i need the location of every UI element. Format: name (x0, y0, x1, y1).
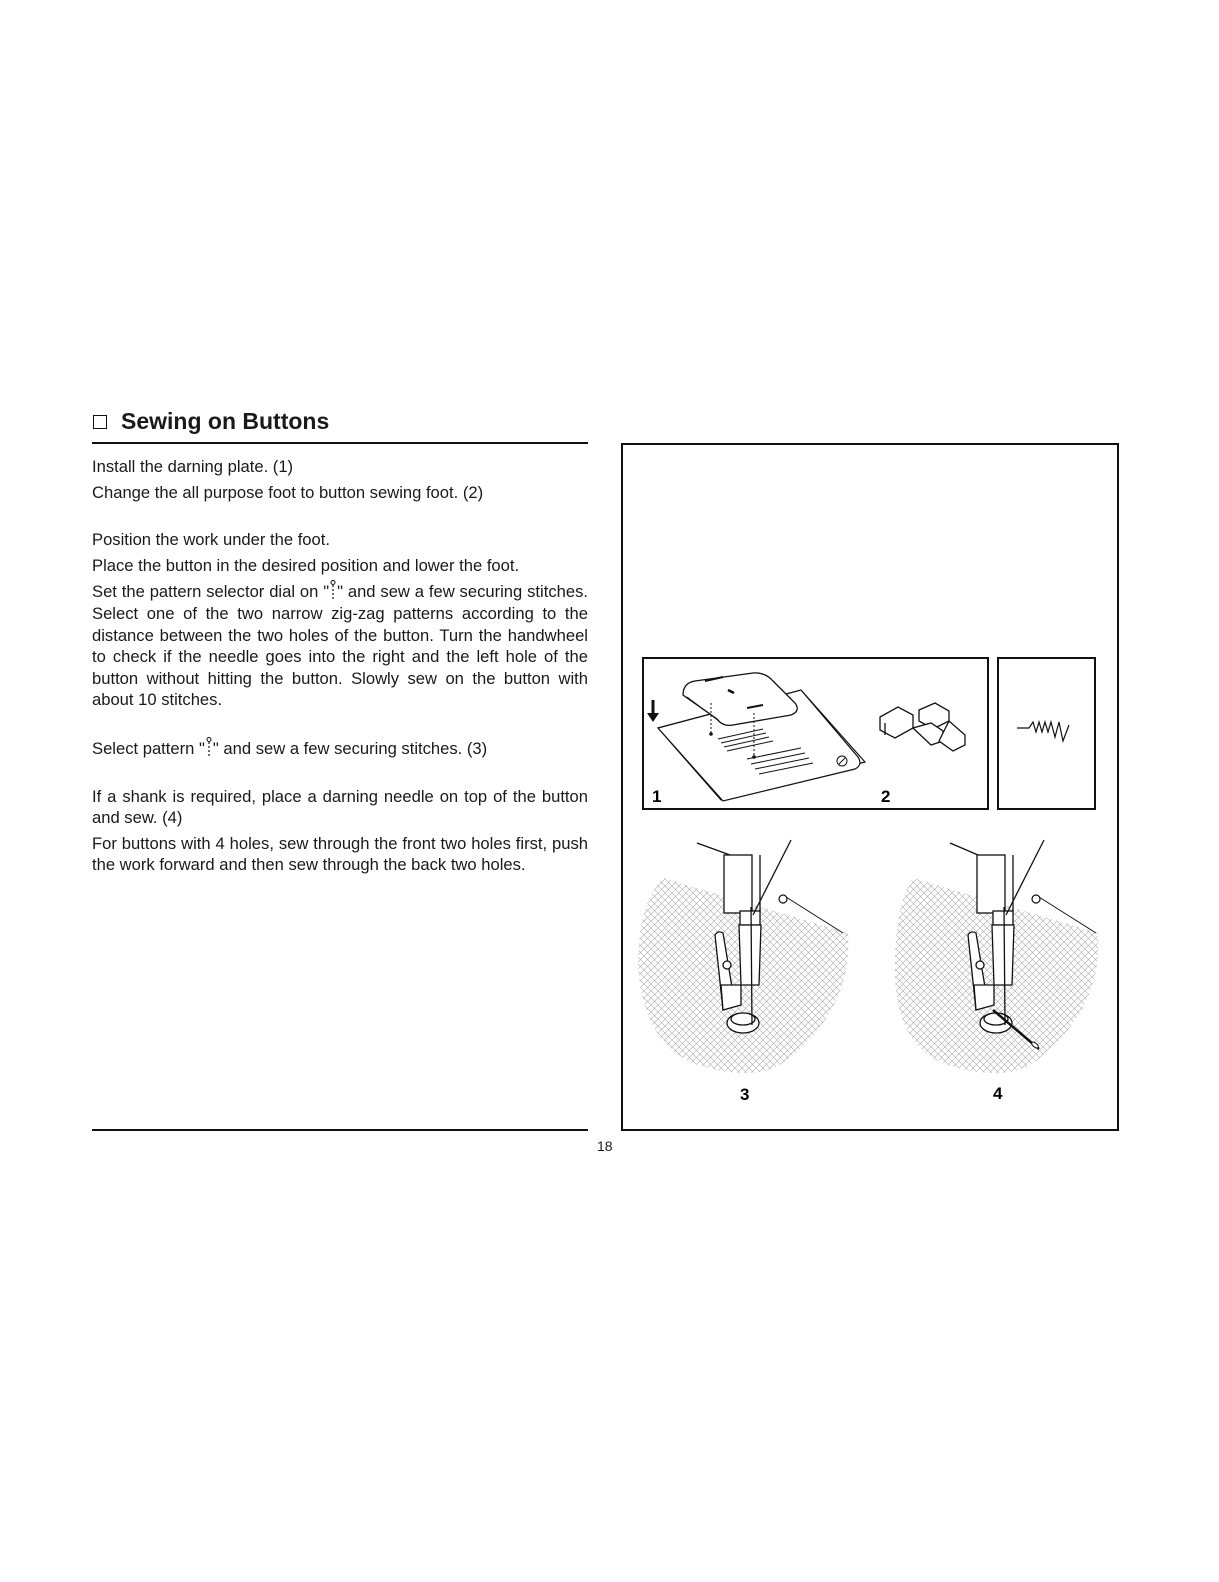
figure-label-1: 1 (652, 787, 662, 806)
straight-stitch-center-icon (205, 737, 213, 757)
top-rule (92, 442, 588, 444)
figure-label-4: 4 (993, 1084, 1003, 1103)
panel-zigzag-stitch (998, 658, 1095, 809)
paragraph-6-end: " and sew a few securing stitches. (3) (212, 738, 488, 758)
paragraph-3: Position the work under the foot. (92, 530, 330, 550)
illustration-frame (621, 443, 1119, 1131)
section-title: Sewing on Buttons (121, 408, 330, 434)
paragraph-5-end: " and sew a few securing stitches. Select one of the two narrow zig-zag patterns according to the distance between the two holes of the button. Turn the handwheel to check if the needle goes into the right and the left hole of the button without hitting the button. Slowly sew on the button with about 10 stitches. (92, 582, 588, 710)
instructions-text (92, 456, 588, 880)
paragraph-6-start: Select pattern " (92, 738, 205, 758)
section-heading (93, 408, 329, 435)
paragraph-7: If a shank is required, place a darning needle on top of the button and sew. (4) (92, 786, 588, 828)
panel-sewing-button (638, 840, 848, 1104)
paragraph-1: Install the darning plate. (1) (92, 457, 294, 476)
panel-plate-and-foot (643, 658, 988, 809)
page-number: 18 (597, 1138, 613, 1154)
bottom-rule (92, 1129, 588, 1131)
illustrations (623, 445, 1116, 1128)
figure-label-2: 2 (881, 787, 891, 806)
paragraph-8: For buttons with 4 holes, sew through the front two holes first, push the work forward and then sew through the back two holes. (92, 833, 588, 875)
paragraph-6 (92, 737, 588, 760)
paragraph-2: Change the all purpose foot to button sewing foot. (2) (92, 482, 484, 502)
panel-sewing-button-shank (895, 840, 1098, 1103)
figure-label-3: 3 (740, 1085, 750, 1104)
checkbox-icon (93, 415, 107, 429)
paragraph-4: Place the button in the desired position and lower the foot. (92, 555, 520, 575)
paragraph-5 (92, 580, 588, 711)
paragraph-5-start: Set the pattern selector dial on " (92, 582, 330, 602)
straight-stitch-center-icon (329, 580, 337, 600)
